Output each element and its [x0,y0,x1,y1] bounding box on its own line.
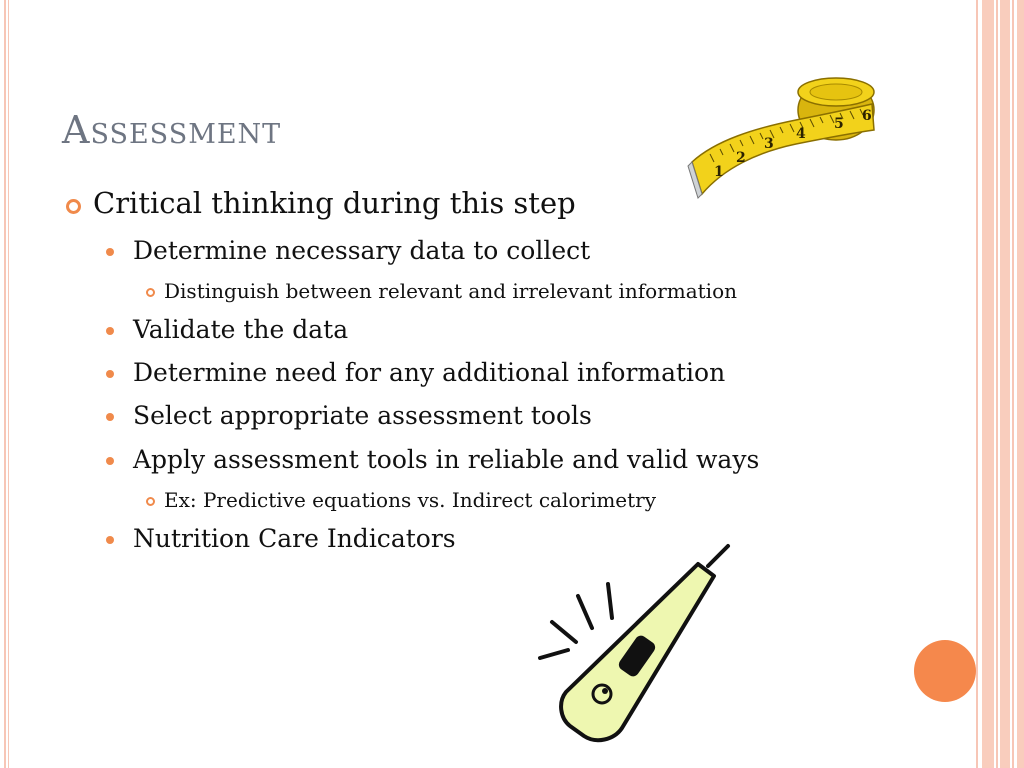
bullet-text: Ex: Predictive equations vs. Indirect calorimetry [164,488,657,512]
bullet-marker-ring-small [146,497,155,506]
bullet-marker-dot [106,457,114,465]
bullet-marker-ring-small [146,288,155,297]
left-frame-line-inner [8,0,9,768]
bullet-level-1 [66,186,576,220]
slide-title: Assessment [62,108,282,152]
tape-number: 4 [796,126,806,142]
bullet-text: Determine necessary data to collect [133,236,591,265]
tape-number: 3 [764,136,774,152]
bullet-level-2 [106,401,592,430]
bullet-marker-dot [106,327,114,335]
bullet-level-2 [106,315,348,344]
bullet-level-3 [146,279,737,303]
bullet-text: Select appropriate assessment tools [133,401,592,430]
decorative-orange-circle [914,640,976,702]
bullet-level-2 [106,524,456,553]
bullet-level-2 [106,445,759,474]
bullet-marker-dot [106,413,114,421]
bullet-level-3 [146,488,656,512]
tape-number: 5 [834,116,844,132]
bullet-text: Validate the data [133,315,349,344]
bullet-text: Critical thinking during this step [93,186,576,220]
bullet-marker-ring [66,199,81,214]
bullet-marker-dot [106,248,114,256]
bullet-marker-dot [106,370,114,378]
bullet-level-2 [106,236,590,265]
bullet-text: Determine need for any additional information [133,358,726,387]
bullet-level-2 [106,358,725,387]
bullet-marker-dot [106,536,114,544]
left-frame-line [4,0,6,768]
bullet-text: Nutrition Care Indicators [133,524,456,553]
right-decorative-stripes [976,0,1024,768]
tape-number: 6 [862,108,872,124]
measuring-tape-icon [686,70,881,205]
tape-number: 1 [714,164,724,180]
bullet-text: Distinguish between relevant and irrelevant information [164,279,737,303]
thermometer-icon [530,540,740,750]
bullet-text: Apply assessment tools in reliable and valid ways [133,445,760,474]
tape-number: 2 [736,150,746,166]
